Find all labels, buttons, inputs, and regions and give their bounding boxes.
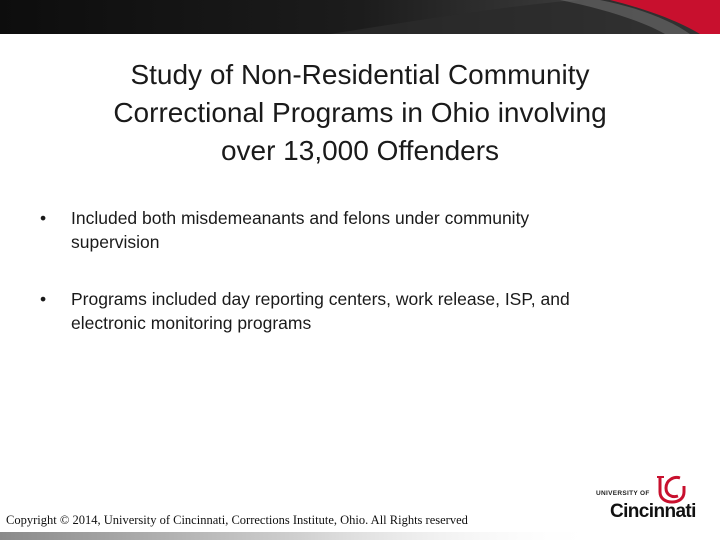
title-line: Study of Non-Residential Community	[130, 59, 590, 90]
copyright-text: Copyright © 2014, University of Cincinnati, Corrections Institute, Ohio. All Rights reserved	[6, 513, 468, 527]
uc-monogram-icon	[654, 474, 690, 504]
logo-university-of: UNIVERSITY OF	[596, 490, 650, 497]
bullet-line: electronic monitoring programs	[71, 313, 312, 333]
bullet-item	[40, 206, 680, 254]
bullet-line: Programs included day reporting centers, work release, ISP, and	[71, 289, 570, 309]
bullet-item	[40, 287, 680, 335]
slide-title	[40, 56, 680, 170]
bullet-line: Included both misdemeanants and felons under community	[71, 208, 530, 228]
title-line: over 13,000 Offenders	[220, 135, 500, 166]
top-decorative-band	[0, 0, 720, 34]
university-logo	[596, 474, 706, 526]
title-line: Correctional Programs in Ohio involving	[113, 97, 607, 128]
bullet-list	[40, 206, 680, 368]
bullet-marker: •	[40, 289, 47, 309]
logo-cincinnati: Cincinnati	[610, 501, 696, 522]
bullet-marker: •	[40, 208, 47, 228]
bullet-line: supervision	[71, 232, 160, 252]
